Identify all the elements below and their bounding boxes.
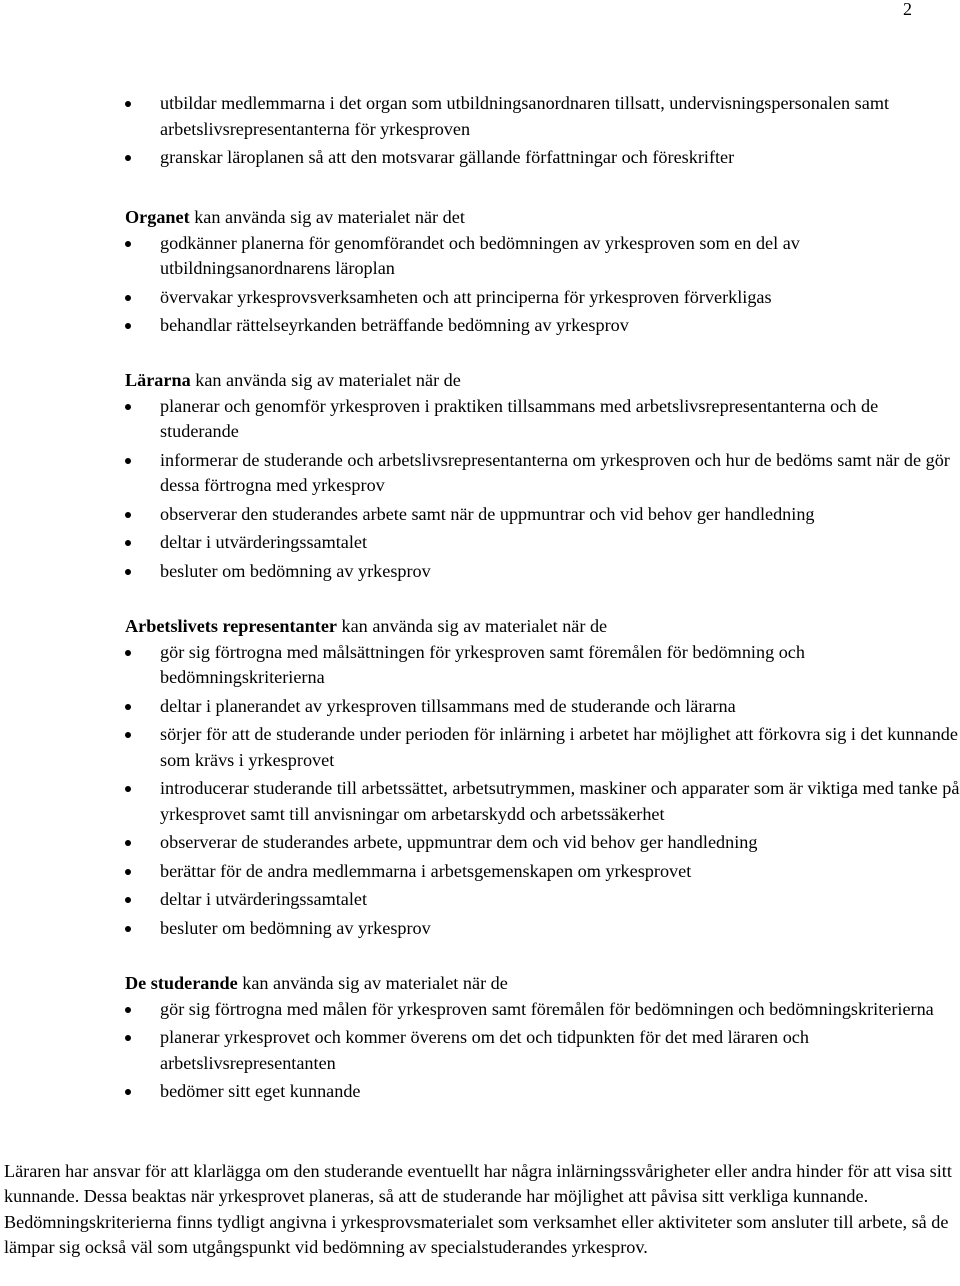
bullet-icon [125, 786, 131, 792]
list-item-text: berättar för de andra medlemmarna i arbetsgemenskapen om yrkesprovet [160, 860, 692, 881]
list-item-text: planerar och genomför yrkesproven i praktiken tillsammans med arbetslivsrepresentanterna och de studerande [160, 395, 879, 441]
list-item [125, 530, 960, 556]
bullet-icon [125, 732, 131, 738]
section-heading: Organet [125, 207, 190, 227]
list-item-text: besluter om bedömning av yrkesprov [160, 917, 431, 938]
section-lead [125, 614, 960, 640]
list-item-text: deltar i planerandet av yrkesproven tillsammans med de studerande och lärarna [160, 695, 736, 716]
section-lead [125, 205, 960, 231]
list-item [125, 830, 960, 856]
bullet-icon [125, 897, 131, 903]
list-item [125, 285, 960, 311]
section-lead-text: kan använda sig av materialet när de [237, 973, 508, 993]
list-item [125, 916, 960, 942]
list-item [125, 394, 960, 445]
bullet-list [125, 997, 960, 1105]
list-item-text: introducerar studerande till arbetssättet, arbetsutrymmen, maskiner och apparater som är viktiga med tanke på yrkesprovet samt till anvisningar om arbetarskydd och arbetssäkerhet [160, 778, 960, 824]
section-lead-text: kan använda sig av materialet när det [189, 207, 465, 227]
list-item-text: gör sig förtrogna med målen för yrkesproven samt föremålen för bedömningen och bedömningskriterierna [160, 998, 934, 1019]
bullet-icon [125, 1007, 131, 1013]
list-item [125, 559, 960, 585]
list-item [125, 448, 960, 499]
list-item [125, 640, 960, 691]
bullet-icon [125, 323, 131, 329]
bullet-icon [125, 458, 131, 464]
bullet-icon [125, 404, 131, 410]
section-de-studerande [125, 971, 960, 1108]
list-item [125, 859, 960, 885]
list-item-text: granskar läroplanen så att den motsvarar gällande författningar och föreskrifter [160, 147, 735, 167]
list-item [125, 231, 960, 282]
list-item [125, 1079, 960, 1105]
list-item [125, 1025, 960, 1076]
bullet-icon [125, 569, 131, 575]
list-item-text: övervakar yrkesprovsverksamheten och att principerna för yrkesproven förverkligas [160, 286, 772, 307]
closing-paragraph: Läraren har ansvar för att klarlägga om den studerande eventuellt har några inlärningssvårigheter eller andra hinder för att visa sitt kunnande. Dessa beaktas när yrkesprovet planeras, så att de studerande har möjlighet att påvisa sitt verkliga kunnande. Bedömningskriterierna finns tydligt angivna i yrkesprovsmaterialet som verksamhet eller aktiviteter som ansluter till arbete, så de lämpar sig också väl som utgångspunkt vid bedömning av specialstuderandes yrkesprov. [4, 1161, 952, 1258]
list-item-text: sörjer för att de studerande under perioden för inlärning i arbetet har möjlighet att förkovra sig i det kunnande som krävs i yrkesprovet [160, 724, 958, 770]
bullet-icon [125, 1035, 131, 1041]
section-arbetslivets-representanter [125, 614, 960, 944]
section-intro-list [125, 91, 960, 174]
list-item [125, 887, 960, 913]
list-item [125, 502, 960, 528]
section-lead [125, 971, 960, 997]
bullet-list [125, 231, 960, 339]
bullet-list [125, 91, 960, 171]
list-item-text: informerar de studerande och arbetslivsrepresentanterna om yrkesproven och hur de bedöms samt när de gör dessa förtrogna med yrkesprov [160, 449, 950, 495]
section-heading: De studerande [125, 973, 238, 993]
list-item-text: deltar i utvärderingssamtalet [160, 532, 368, 552]
list-item [125, 694, 960, 720]
bullet-icon [125, 704, 131, 710]
bullet-icon [125, 869, 131, 875]
section-lead-text: kan använda sig av materialet när de [336, 616, 608, 636]
list-item [125, 91, 960, 142]
page-number: 2 [903, 0, 912, 19]
bullet-icon [125, 512, 131, 518]
list-item [125, 997, 960, 1023]
section-lead-text: kan använda sig av materialet när de [190, 370, 461, 390]
bullet-icon [125, 155, 131, 161]
bullet-icon [125, 101, 131, 107]
list-item-text: utbildar medlemmarna i det organ som utbildningsanordnaren tillsatt, undervisningspersonalen samt arbetslivsrepresentanterna för yrkesproven [160, 93, 890, 139]
list-item [125, 776, 960, 827]
list-item [125, 313, 960, 339]
list-item-text: behandlar rättelseyrkanden beträffande bedömning av yrkesprov [160, 315, 629, 335]
bullet-icon [125, 1089, 131, 1095]
section-heading: Lärarna [125, 370, 191, 390]
section-lead [125, 368, 960, 394]
list-item [125, 145, 960, 171]
section-heading: Arbetslivets representanter [125, 616, 337, 636]
bullet-icon [125, 241, 131, 247]
bullet-icon [125, 926, 131, 932]
list-item [125, 722, 960, 773]
section-lararna [125, 368, 960, 587]
list-item-text: observerar den studerandes arbete samt när de uppmuntrar och vid behov ger handledning [160, 503, 815, 524]
bullet-icon [125, 840, 131, 846]
list-item-text: besluter om bedömning av yrkesprov [160, 560, 431, 581]
list-item-text: planerar yrkesprovet och kommer överens om det och tidpunkten för det med läraren och arbetslivsrepresentanten [160, 1027, 809, 1073]
bullet-icon [125, 650, 131, 656]
list-item-text: godkänner planerna för genomförandet och bedömningen av yrkesproven som en del av utbildningsanordnarens läroplan [160, 232, 800, 278]
section-organet [125, 205, 960, 342]
bullet-icon [125, 295, 131, 301]
list-item-text: observerar de studerandes arbete, uppmuntrar dem och vid behov ger handledning [160, 832, 758, 852]
bullet-icon [125, 540, 131, 546]
list-item-text: bedömer sitt eget kunnande [160, 1081, 361, 1101]
list-item-text: deltar i utvärderingssamtalet [160, 889, 368, 909]
bullet-list [125, 394, 960, 585]
list-item-text: gör sig förtrogna med målsättningen för yrkesproven samt föremålen för bedömning och bedömningskriterierna [160, 641, 805, 687]
bullet-list [125, 640, 960, 942]
